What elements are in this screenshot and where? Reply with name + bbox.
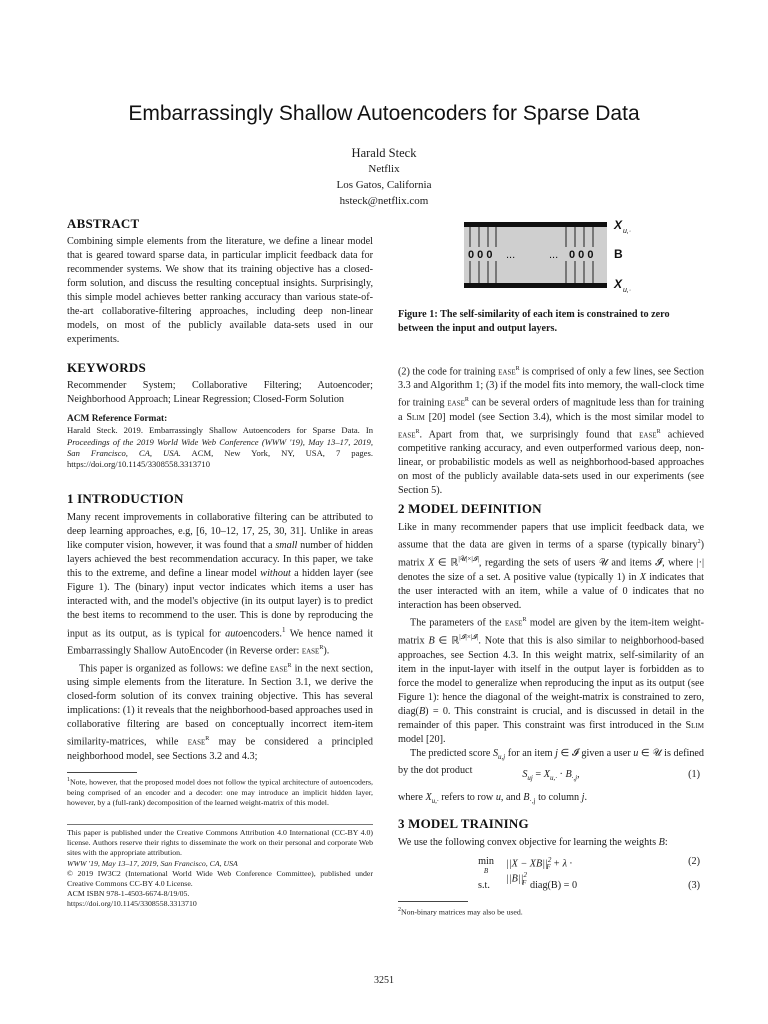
author-email: hsteck@netflix.com bbox=[339, 195, 429, 207]
figure-1-label-bottom: X bbox=[614, 277, 623, 291]
license-text: This paper is published under the Creative Commons Attribution 4.0 International (CC-BY 4.0) license. Authors reserve their rights to disseminate the work on their personal and corporate Web sites with the appropriate attribution. bbox=[67, 828, 373, 858]
figure-1-label-bottom-sub: u,· bbox=[623, 287, 632, 294]
figure-1-zeros-left: 0 0 0 bbox=[468, 249, 493, 261]
author-location: Los Gatos, California bbox=[336, 179, 432, 191]
figure-1-zeros-right: 0 0 0 bbox=[569, 249, 594, 261]
equation-2-number: (2) bbox=[688, 856, 700, 867]
footnote-rule bbox=[67, 772, 137, 773]
figure-1-label-top-sub: u,· bbox=[623, 228, 632, 235]
footnote-2: $^2$Non-binary matrices may also be used. bbox=[398, 907, 523, 917]
introduction-section bbox=[67, 492, 373, 764]
keywords-heading: KEYWORDS bbox=[67, 360, 146, 375]
license-copyright: © 2019 IW3C2 (International World Wide Web Conference Committee), published under Creative Commons CC-BY 4.0 License. bbox=[67, 868, 373, 889]
figure-1-top-layer bbox=[464, 222, 607, 227]
model-definition-paragraph-3: The predicted score $S_{u,j}$ for an item j ∈ 𝓘 given a user u ∈ 𝒰 is defined by the dot product bbox=[398, 747, 705, 776]
license-doi: https://doi.org/10.1145/3308558.3313710 bbox=[67, 899, 197, 909]
keywords-section bbox=[67, 361, 373, 407]
figure-1-label-top: X bbox=[614, 218, 623, 232]
abstract-heading: ABSTRACT bbox=[67, 216, 140, 231]
introduction-paragraph-1: Many recent improvements in collaborative filtering can be attributed to deep learning approaches, e.g, [6, 10–12, 17, 25, 30, 31]. Unlike in areas like computer vision, however, it was found that a small number of hidden layers achieved the best recommendation accuracy. In this paper, we take this to the extreme, and define a linear model without a hidden layer (see Figure 1). The (binary) input vector indicates which items a user has interacted with, and the model's objective (in its output layer) is to predict the best items to recommend to the user. This is done by reproducing the input as its output, as is typical for autoencoders.$^1$ We hence named it Embarrassingly Shallow AutoEncoder (in Reverse order: ease$^R$). bbox=[67, 512, 373, 657]
license-conference: WWW '19, May 13–17, 2019, San Francisco, CA, USA bbox=[67, 858, 238, 868]
figure-1-diagram bbox=[456, 214, 704, 296]
paper-title: Embarrassingly Shallow Autoencoders for Sparse Data bbox=[128, 102, 640, 125]
reference-format-label: ACM Reference Format: bbox=[67, 414, 168, 424]
model-training-intro: We use the following convex objective for learning the weights B: bbox=[398, 837, 668, 848]
footnote-1-mark: 1 bbox=[281, 626, 286, 634]
model-training-heading: 3 MODEL TRAINING bbox=[398, 816, 529, 831]
author-name: Harald Steck bbox=[351, 146, 417, 160]
introduction-heading: 1 INTRODUCTION bbox=[67, 491, 184, 506]
model-definition-paragraph-2: The parameters of the ease$^R$ model are given by the item-item weight-matrix B ∈ ℝ$^{|𝓘|\times|𝓘|}$. Note that this is also similar to neighborhood-based approaches, see Section 4.3. In this weight matrix, self-similarity of an item in the input-layer with itself in the output layer is forbidden as to force the model to generalize when reproducing the input as its output (see Figure 1): hence the diagonal of the weight-matrix is constrained to zero, diag(B) = 0. This constraint is crucial, and is discussed in detail in the remainder of this paper. This constraint was first introduced in the Slim model [20]. bbox=[398, 616, 704, 745]
license-rule bbox=[67, 824, 373, 825]
model-definition-paragraph-1: Like in many recommender papers that use implicit feedback data, we assume that the data are given in terms of a sparse (typically binary$^2$) matrix X ∈ ℝ$^{|𝒰|\times|𝓘|}$, regarding the sets of users 𝒰 and items 𝓘, where |·| denotes the size of a set. A positive value (typically 1) in X indicates that the user interacted with an item, while a value of 0 indicates that no interaction has been observed. bbox=[398, 522, 705, 611]
reference-format bbox=[67, 414, 373, 470]
equation-3-number: (3) bbox=[688, 880, 700, 891]
figure-1-caption: Figure 1: The self-similarity of each item is constrained to zero between the input and output layers. bbox=[398, 309, 670, 334]
model-definition-heading: 2 MODEL DEFINITION bbox=[398, 501, 542, 516]
equation-2: min B $||X - XB||^2_F + \lambda \cdot ||B||^2_F$ (2) bbox=[478, 856, 700, 887]
equation-1-explanation: where $X_{u,\cdot}$ refers to row u, and $B_{\cdot,j}$ to column j. bbox=[398, 792, 588, 806]
footnote-2-mark: 2 bbox=[697, 539, 701, 545]
author-affiliation: Netflix bbox=[368, 163, 400, 175]
figure-1-bottom-layer bbox=[464, 283, 607, 288]
keywords-text: Recommender System; Collaborative Filtering; Autoencoder; Neighborhood Approach; Linear Regression; Closed-Form Solution bbox=[67, 380, 373, 405]
reference-format-text: Harald Steck. 2019. Embarrassingly Shallow Autoencoders for Sparse Data. In Proceedings of the 2019 World Wide Web Conference (WWW '19), May 13–17, 2019, San Francisco, CA, USA. ACM, New York, NY, USA, 7 pages. https://doi.org/10.1145/3308558.3313710 bbox=[67, 425, 373, 470]
abstract-section bbox=[67, 217, 373, 347]
equation-1-number: (1) bbox=[688, 769, 700, 780]
license-block bbox=[67, 828, 373, 910]
footnote-2-rule bbox=[398, 901, 468, 902]
figure-1-dots-right: ... bbox=[549, 249, 559, 261]
license-isbn: ACM ISBN 978-1-4503-6674-8/19/05. bbox=[67, 889, 190, 899]
footnote-1: $^1$Note, however, that the proposed model does not follow the typical architecture of autoencoders, being comprised of an encoder and a decoder: one may introduce an implicit hidden layer, however, by a (full-rank) decomposition of the learned weight-matrix of this model. bbox=[67, 777, 373, 807]
model-training-section bbox=[398, 817, 704, 850]
figure-1-dots-left: ... bbox=[506, 249, 516, 261]
intro-continued-paragraph: (2) the code for training ease$^R$ is comprised of only a few lines, see Section 3.3 and Algorithm 1; (3) if the model fits into memory, the wall-clock time for training ease$^R$ can be several orders of magnitude less than for training a Slim [20] model (see Section 3.4), which is the most similar model to ease$^R$. Apart from that, we surprisingly found that ease$^R$ achieved competitive ranking accuracy, and even outperformed various deep, non-linear, or probabilistic models as well as neighborhood-based approaches on most of the publicly available data-sets used in our experiments (see Section 5). bbox=[398, 366, 705, 497]
introduction-paragraph-2: This paper is organized as follows: we define ease$^R$ in the next section, using simple elements from the literature. In Section 3.1, we derive the closed-form solution of its convex training objective. This has several implications: (1) it reveals that the neighborhood-based approaches used in collaborative filtering are based on conceptually incorrect item-item similarity-matrices, while ease$^R$ may be considered a principled neighborhood model, see Sections 3.2 and 4.3; bbox=[67, 662, 373, 762]
page-number: 3251 bbox=[374, 975, 394, 986]
figure-1 bbox=[456, 214, 704, 296]
figure-1-label-mid: B bbox=[614, 247, 623, 261]
model-definition-section bbox=[398, 502, 704, 778]
abstract-text: Combining simple elements from the literature, we define a linear model that is geared toward sparse data, in particular implicit feedback data for recommender systems. We show that its training objective has a closed-form solution, and discuss the resulting conceptual insights. Surprisingly, this simple model achieves better ranking accuracy than various state-of-the-art collaborative-filtering approaches, including deep non-linear models, on most of the publicly available data-sets used in our experiments. bbox=[67, 236, 373, 345]
intro-continued bbox=[398, 362, 704, 498]
paper-page: Embarrassingly Shallow Autoencoders for Sparse Data Harald Steck Netflix Los Gatos, California hsteck@netflix.com ABSTRACT Combining simple elements from the literature, we define a linear model that is geared toward sparse data, in particular implicit feedback data for recommender systems. We show that its training objective has a closed-form solution, and discuss the resulting conceptual insights. Surprisingly, this simple model achieves better ranking accuracy than various state-of-the-art collaborative-filtering approaches, including deep non-linear models, on most of the publicly available data-sets used in our experiments. KEYWORDS Recommender System; Collaborative Filtering; Autoencoder; Neighborhood Approach; Linear Regression; Closed-Form Solution ACM Reference Format: Harald Steck. 2019. Embarrassingly Shallow Autoencoders for Sparse Data. In Proceedings of the 2019 World Wide Web Conference (WWW '19), May 13–17, 2019, San Francisco, CA, USA. ACM, New York, NY, USA, 7 pages. https://doi.org/10.1145/3308558.3313710 1 INTRODUCTION Many recent improvements in collaborative filtering can be attributed to deep learning approaches, e.g, [6, 10–12, 17, 25, 30, 31]. Unlike in areas like computer vision, however, it was found that a small number of hidden layers achieved the best recommendation accuracy. In this paper, we take this to the extreme, and define a linear model without a hidden layer (see Figure 1). The (binary) input vector indicates which items a user has interacted with, and the model's objective (in its output layer) is to predict the best items to recommend to the user. This is done by reproducing the input as its output, as is typical for autoencoders.$^1$ We hence named it Embarrassingly Shallow AutoEncoder (in Reverse order: ease$^R$). This paper is organized as follows: we define ease$^R$ in the next section, using simple elements from the literature. In Section 3.1, we derive the closed-form solution of its convex training objective. This has several implications: (1) it reveals that the neighborhood-based approaches used in collaborative filtering are based on conceptually incorrect item-item similarity-matrices, while ease$^R$ may be considered a principled neighborhood model, see Sections 3.2 and 4.3; $^1$Note, however, that the proposed model does not follow the typical architecture of autoencoders, being comprised of an encoder and a decoder: one may introduce an implicit hidden layer, however, by a (full-rank) decomposition of the learned weight-matrix of this model. This paper is published under the Creative Commons Attribution 4.0 International (CC-BY 4.0) license. Authors reserve their rights to disseminate the work on their personal and corporate Web sites with the appropriate attribution. WWW '19, May 13–17, 2019, San Francisco, CA, USA © 2019 IW3C2 (International World Wide Web Conference Committee), published under Creative Commons CC-BY 4.0 License. ACM ISBN 978-1-4503-6674-8/19/05. https://doi.org/10.1145/3308558.3313710 0 0 0 ... ... 0 0 0 X u,· B X u,· Figure 1: The self-similarity of each item is constrained to zero between the input and output layers. (2) the code for training ease$^R$ is comprised of only a few lines, see Section 3.3 and Algorithm 1; (3) if the model fits into memory, the wall-clock time for training ease$^R$ can be several orders of magnitude less than for training a Slim [20] model (see Section 3.4), which is the most similar model to ease$^R$. Apart from that, we surprisingly found that ease$^R$ achieved competitive ranking accuracy, and even outperformed various deep, non-linear, or probabilistic models as well as neighborhood-based approaches on most of the publicly available data-sets used in our experiments (see Section 5). 2 MODEL DEFINITION Like in many recommender papers that use implicit feedback data, we assume that the data are given in terms of a sparse (typically binary$^2$) matrix X ∈ ℝ$^{|𝒰|\times|𝓘|}$, regarding the sets of users 𝒰 and items 𝓘, where |·| denotes the size of a set. A positive value (typically 1) in X indicates that the user interacted with an item, while a value of 0 indicates that no interaction has been observed. The parameters of the ease$^R$ model are given by the item-item weight-matrix B ∈ ℝ$^{|𝓘|\times|𝓘|}$. Note that this is also similar to neighborhood-based approaches, see Section 4.3. In this weight matrix, self-similarity of an item in the input-layer with itself in the output layer is forbidden as to force the model to generalize when reproducing the input as its output (see Figure 1): hence the diagonal of the weight-matrix is constrained to zero, diag(B) = 0. This constraint is crucial, and is discussed in detail in the remainder of this paper. This constraint was first introduced in the Slim model [20]. The predicted score $S_{u,j}$ for an item j ∈ 𝓘 given a user u ∈ 𝒰 is defined by the dot product $S_{uj} = X_{u,\cdot} \cdot B_{\cdot,j}$, (1) where $X_{u,\cdot}$ refers to row u, and $B_{\cdot,j}$ to column j. 3 MODEL TRAINING We use the following convex objective for learning the weights B: min B $||X - XB||^2_F + \lambda \cdot ||B||^2_F$ (2) s.t. diag(B) = 0 (3) $^2$Non-binary matrices may also be used. 3251 bbox=[0, 0, 768, 1024]
